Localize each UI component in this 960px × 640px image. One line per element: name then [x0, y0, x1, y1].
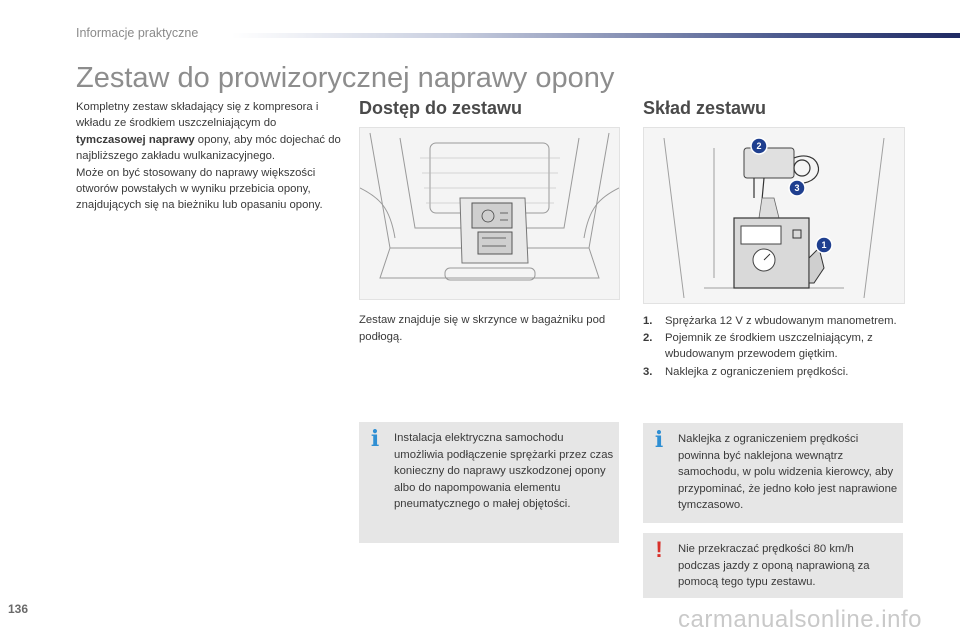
info-icon: i	[370, 426, 380, 452]
intro-bold: tymczasowej naprawy	[76, 133, 195, 146]
info-icon: i	[654, 427, 664, 453]
access-description: Zestaw znajduje się w skrzynce w bagażniku pod podłogą.	[359, 314, 606, 343]
kit-drawing	[644, 128, 904, 303]
item-text: Sprężarka 12 V z wbudowanym manometrem.	[665, 315, 897, 327]
intro-paragraph	[76, 99, 344, 214]
electrical-info-note	[359, 422, 619, 543]
note-text: Instalacja elektryczna samochodu umożliwia podłączenie sprężarki przez czas konieczny do naprawy uszkodzonej opony albo do napompowania elementu pneumatycznego o małej objętości.	[394, 432, 614, 510]
note-text: Naklejka z ograniczeniem prędkości powinna być naklejona wewnątrz samochodu, w polu widzenia kierowcy, aby przypominać, że jedno koło jest naprawione tymczasowo.	[678, 433, 898, 511]
warning-icon: !	[655, 537, 663, 562]
sticker-info-note	[643, 423, 903, 523]
item-number: 1.	[643, 315, 653, 327]
kit-components-list	[643, 313, 905, 381]
item-number: 3.	[643, 365, 653, 378]
item-text: Pojemnik ze środkiem uszczelniającym, z wbudowanym przewodem giętkim.	[665, 332, 873, 361]
list-item	[643, 330, 905, 362]
page-number: 136	[8, 602, 29, 616]
watermark: carmanualsonline.info	[678, 606, 922, 633]
item-number: 2.	[643, 332, 653, 345]
note-text: Nie przekraczać prędkości 80 km/h podczas jazdy z oponą naprawioną za pomocą tego typu zestawu.	[678, 543, 870, 588]
kit-section-title: Skład zestawu	[643, 98, 767, 118]
list-item	[643, 313, 905, 329]
trunk-illustration	[359, 127, 620, 300]
access-section-title: Dostęp do zestawu	[359, 98, 523, 118]
page-title: Zestaw do prowizorycznej naprawy opony	[76, 62, 615, 94]
section-label: Informacje praktyczne	[76, 26, 199, 40]
list-item	[643, 364, 905, 380]
intro-text-2: opony, aby móc dojechać do najbliższego zakładu wulkanizacyjnego.	[76, 133, 341, 163]
trunk-drawing	[360, 128, 619, 299]
callout-2-label: 2	[756, 141, 762, 151]
kit-illustration	[643, 127, 905, 304]
intro-text-3: Może on być stosowany do naprawy większości otworów powstałych w wyniku przebicia opony, znajdujących się na bieżniku lub opasaniu opony.	[76, 166, 323, 212]
callout-3-label: 3	[794, 183, 800, 193]
speed-warning-note	[643, 533, 903, 598]
callout-1-label: 1	[821, 240, 827, 250]
item-text: Naklejka z ograniczeniem prędkości.	[665, 365, 849, 378]
header-bar	[232, 33, 960, 38]
intro-text-1: Kompletny zestaw składający się z kompresora i wkładu ze środkiem uszczelniającym do	[76, 101, 319, 130]
